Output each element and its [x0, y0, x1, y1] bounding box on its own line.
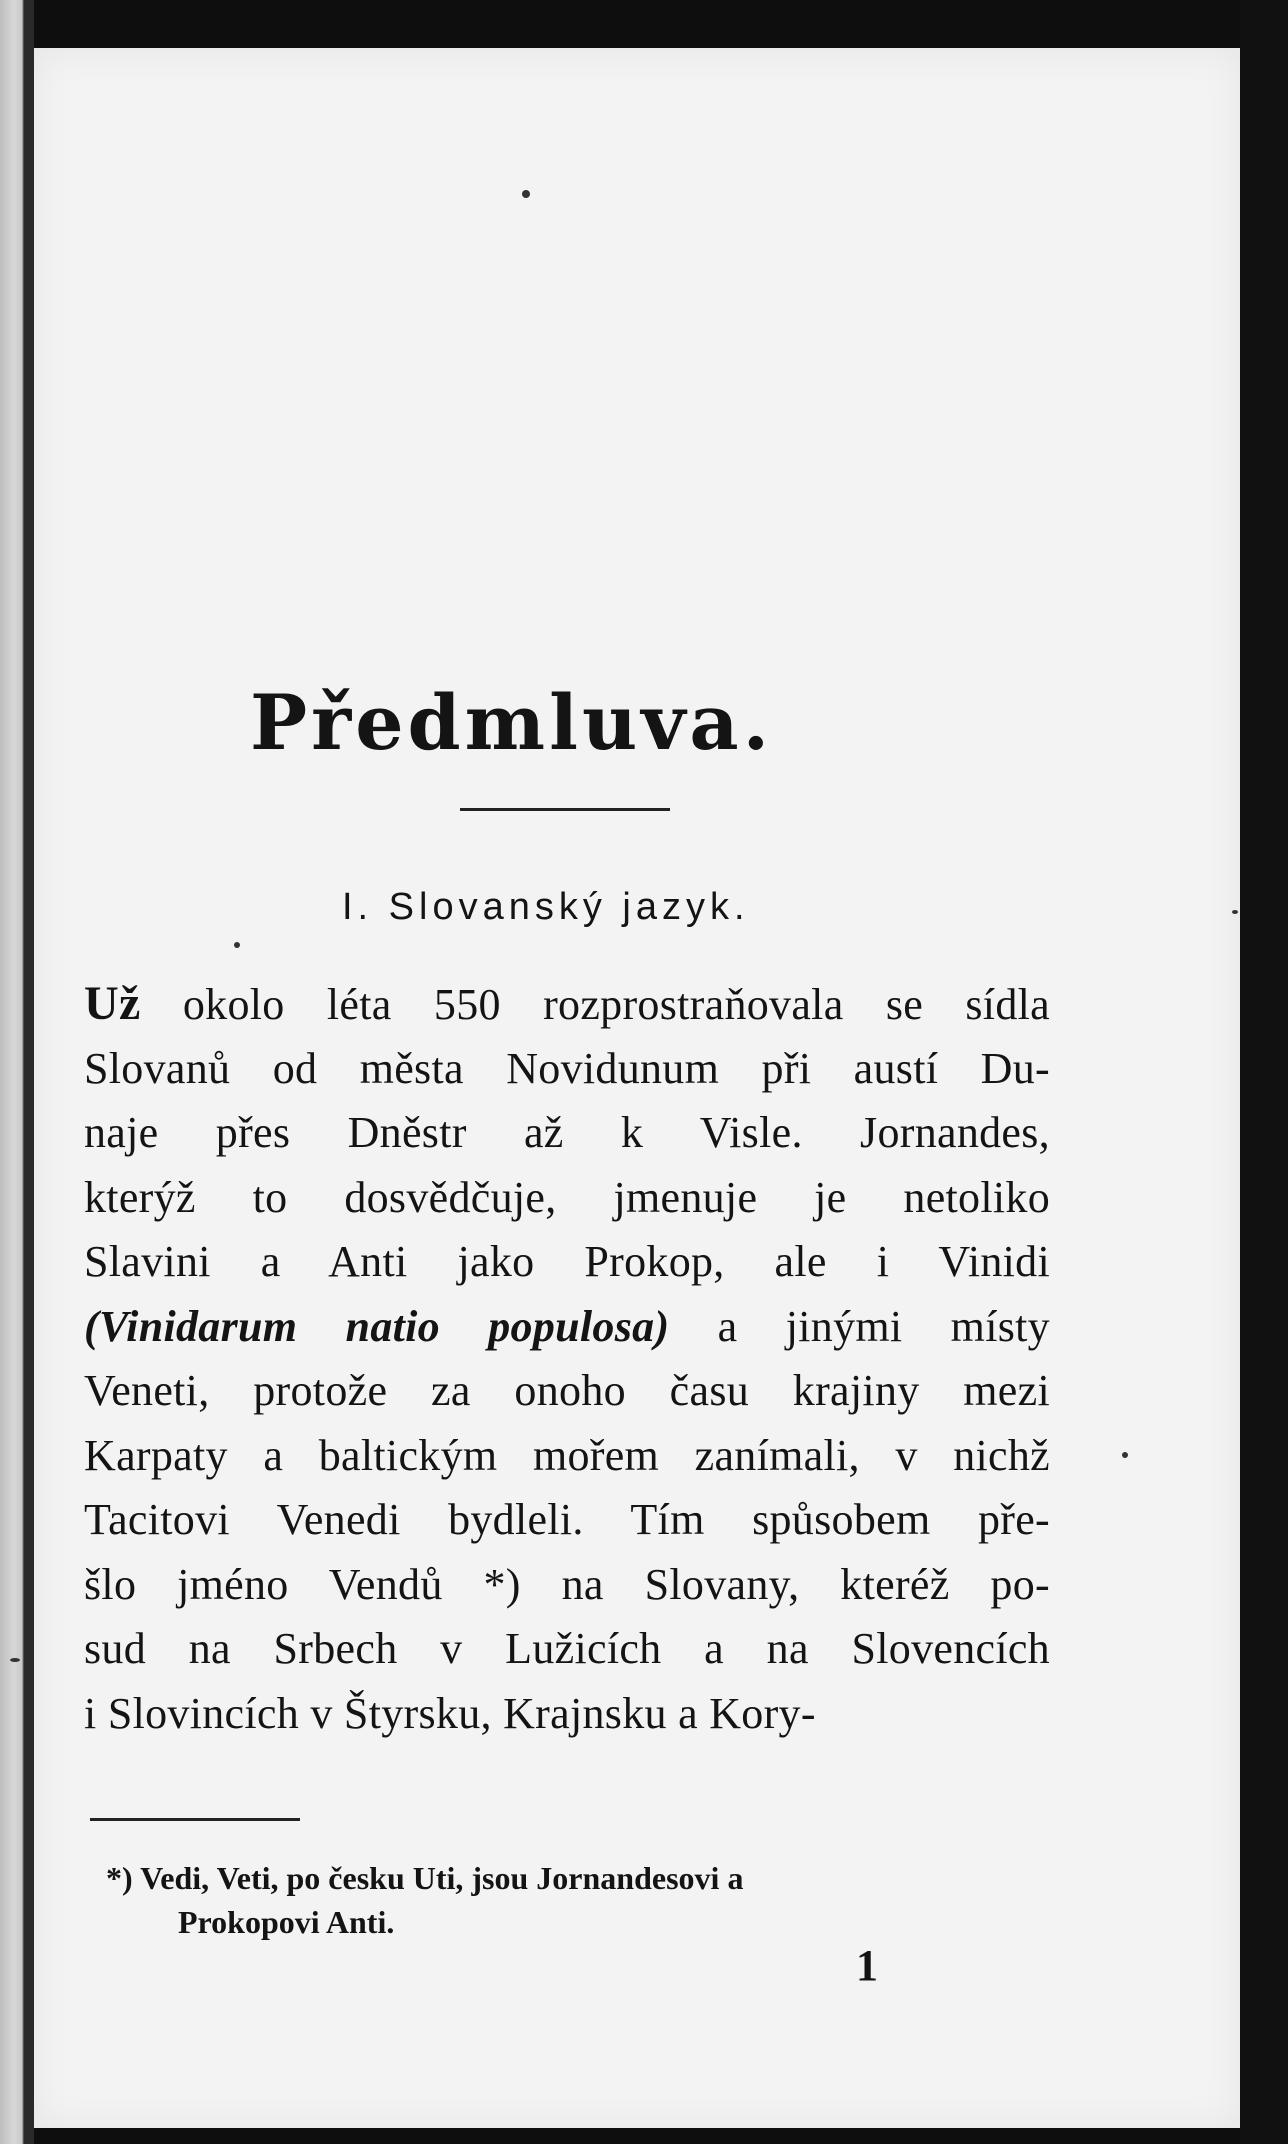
italic-phrase: (Vinidarum natio populosa) [84, 1301, 670, 1351]
print-speck [10, 1658, 20, 1662]
page-title: Předmluva. [250, 678, 774, 767]
body-line-6: (Vinidarum natio populosa) a jinými místy [84, 1301, 1050, 1351]
body-line-8: Karpaty a baltickým mořem zanímali, v nichž [84, 1430, 1050, 1480]
body-line-12: i Slovincích v Štyrsku, Krajnsku a Kory- [84, 1688, 816, 1738]
footnote [106, 1856, 1056, 1944]
print-speck [234, 942, 240, 948]
title-divider [460, 808, 670, 811]
body-text [84, 972, 1050, 1746]
footnote-divider [90, 1818, 300, 1821]
body-line-3: naje přes Dněstr až k Visle. Jornandes, [84, 1108, 1050, 1157]
body-line-11: sud na Srbech v Lužicích a na Slovencích [84, 1624, 1050, 1673]
print-speck [1232, 910, 1238, 914]
footnote-line-2: Prokopovi Anti. [178, 1904, 395, 1940]
body-line-10: šlo jméno Vendů *) na Slovany, kteréž po- [84, 1559, 1050, 1609]
book-spine-edge [0, 0, 34, 2144]
print-speck [522, 190, 530, 198]
dropcap: Už [84, 977, 141, 1030]
page-number: 1 [856, 1941, 878, 1990]
page-right-edge [1240, 0, 1288, 2144]
body-line-7: Veneti, protože za onoho času krajiny mezi [84, 1366, 1050, 1415]
section-heading: I. Slovanský jazyk. [342, 886, 750, 928]
body-line-1: Už okolo léta 550 rozprostraňovala se sídla [84, 977, 1050, 1030]
body-line-4: kterýž to dosvědčuje, jmenuje je netoliko [84, 1172, 1050, 1222]
print-speck [1122, 1452, 1128, 1458]
body-line-5: Slavini a Anti jako Prokop, ale i Vinidi [84, 1237, 1050, 1286]
body-line-2: Slovanů od města Novidunum při austí Du- [84, 1043, 1050, 1093]
footnote-line-1: *) Vedi, Veti, po česku Uti, jsou Jornandesovi a [106, 1860, 744, 1896]
body-line-9: Tacitovi Venedi bydleli. Tím spůsobem pře- [84, 1495, 1050, 1544]
